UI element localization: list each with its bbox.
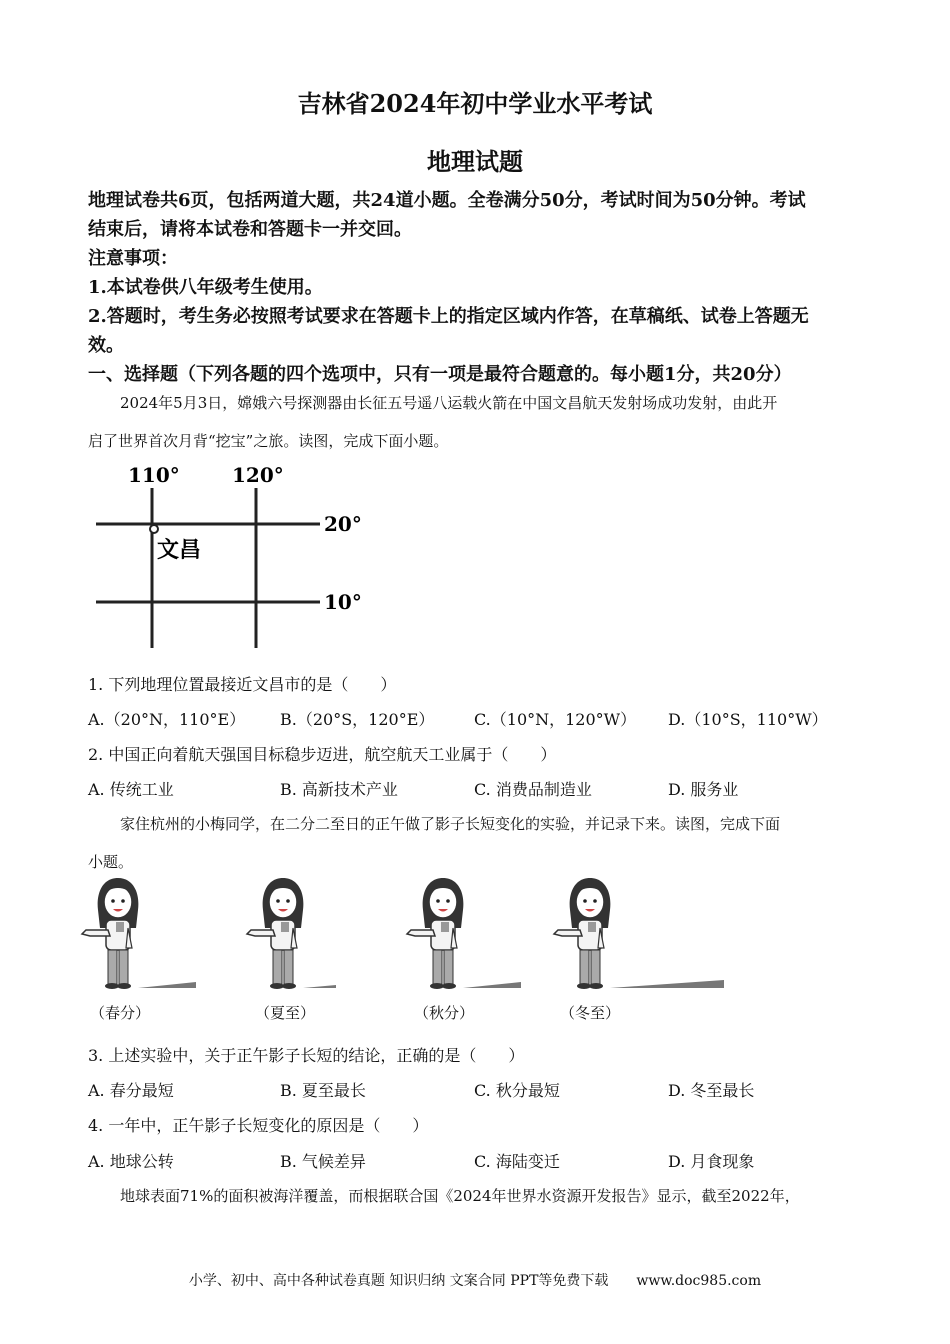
exam-title: 吉林省2024年初中学业水平考试 [297,89,653,118]
question-1-option-d: D.（10°S，110°W） [668,710,828,729]
question-3-option-b: B. 夏至最长 [280,1081,366,1100]
question-4-stem: 4. 一年中，正午影子长短变化的原因是（ ） [88,1116,429,1135]
notice-item-1: 1.本试卷供八年级考生使用。 [88,277,323,298]
question-4-option-b: B. 气候差异 [280,1152,366,1171]
passage-1-line-1: 2024年5月3日，嫦娥六号探测器由长征五号遥八运载火箭在中国文昌航天发射场成功发射，由此开 [120,394,778,412]
longitude-110-label: 110° [128,463,180,487]
passage-3-line-1: 地球表面71%的面积被海洋覆盖，而根据联合国《2024年世界水资源开发报告》显示，截至2022年， [120,1187,800,1205]
page-footer: 小学、初中、高中各种试卷真题 知识归纳 文案合同 PPT等免费下载 www.doc985.com [188,1273,762,1289]
question-2-stem: 2. 中国正向着航天强国目标稳步迈进，航空航天工业属于（ ） [88,745,557,764]
question-3-stem: 3. 上述实验中，关于正午影子长短的结论，正确的是（ ） [88,1046,525,1065]
exam-subtitle: 地理试题 [427,147,523,176]
question-4-option-a: A. 地球公转 [88,1152,174,1171]
notice-item-2-line-1: 2.答题时，考生务必按照考试要求在答题卡上的指定区域内作答，在草稿纸、试卷上答题无 [88,306,809,327]
question-4-option-c: C. 海陆变迁 [474,1152,560,1171]
question-3-option-c: C. 秋分最短 [474,1081,560,1100]
girl-winter-figure [554,878,724,989]
question-1-stem: 1. 下列地理位置最接近文昌市的是（ ） [88,675,397,694]
girl-spring-figure [82,878,196,989]
question-2-option-d: D. 服务业 [668,780,739,799]
wenchang-map [88,458,378,653]
question-2-option-a: A. 传统工业 [88,780,174,799]
question-3-option-d: D. 冬至最长 [668,1081,755,1100]
intro-line-2: 结束后，请将本试卷和答题卡一并交回。 [88,219,412,240]
question-2-option-b: B. 高新技术产业 [280,780,398,799]
caption-winter: （冬至） [560,1004,621,1022]
question-1-option-c: C.（10°N，120°W） [474,710,637,729]
wenchang-label: 文昌 [157,537,202,563]
passage-2-line-2: 小题。 [88,853,134,871]
caption-autumn: （秋分） [414,1004,475,1022]
passage-2-line-1: 家住杭州的小梅同学，在二分二至日的正午做了影子长短变化的实验，并记录下来。读图，完成下面 [120,815,781,833]
caption-spring: （春分） [90,1004,151,1022]
notice-title: 注意事项： [88,248,178,269]
latitude-10-label: 10° [324,590,362,614]
girl-autumn-figure [407,878,521,989]
question-4-option-d: D. 月食现象 [668,1152,755,1171]
passage-1-line-2: 启了世界首次月背“挖宝”之旅。读图，完成下面小题。 [88,432,449,450]
question-3-option-a: A. 春分最短 [88,1081,174,1100]
longitude-120-label: 120° [232,463,284,487]
notice-item-2-line-2: 效。 [88,335,124,356]
latitude-20-label: 20° [324,512,362,536]
question-1-option-b: B.（20°S，120°E） [280,710,435,729]
section-1-heading: 一、选择题（下列各题的四个选项中，只有一项是最符合题意的。每小题1分，共20分） [88,364,792,385]
question-1-option-a: A.（20°N，110°E） [88,710,246,729]
wenchang-point-marker [150,525,158,533]
shadow-experiment-figures [78,876,728,998]
girl-summer-figure [247,878,336,989]
question-2-option-c: C. 消费品制造业 [474,780,592,799]
intro-line-1: 地理试卷共6页，包括两道大题，共24道小题。全卷满分50分，考试时间为50分钟。考试 [88,190,806,211]
caption-summer: （夏至） [255,1004,316,1022]
